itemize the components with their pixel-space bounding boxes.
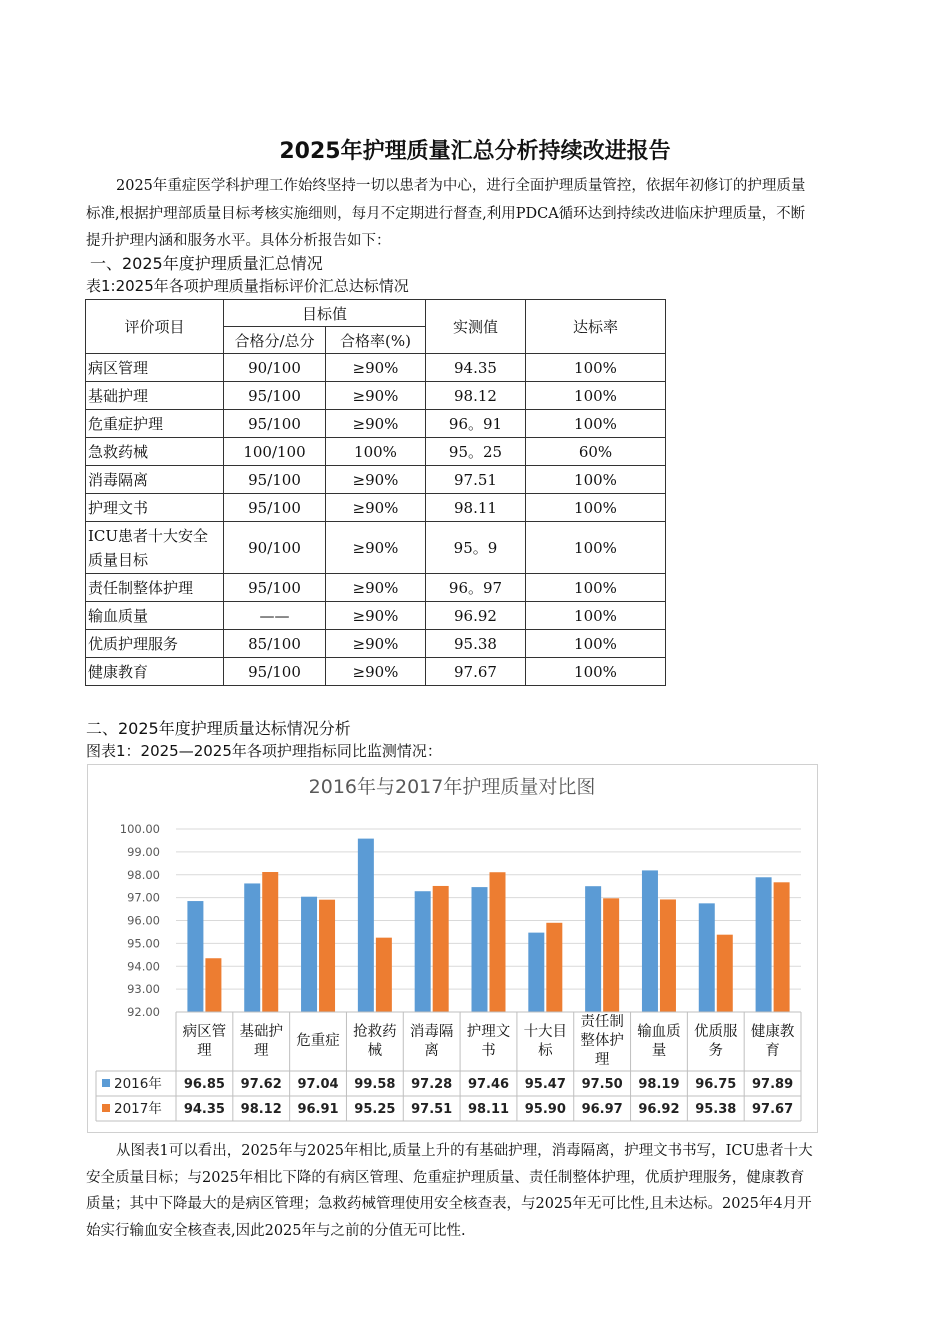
data-value-label: 97.67 — [752, 1102, 794, 1117]
data-value-label: 96.92 — [638, 1102, 680, 1117]
table-row — [86, 354, 666, 382]
y-tick-label: 98.00 — [127, 867, 160, 882]
cell-item: 基础护理 — [86, 382, 224, 410]
cell-score: 95/100 — [224, 466, 326, 494]
bar-2016 — [528, 933, 544, 1012]
cell-item: 优质护理服务 — [86, 630, 224, 658]
data-value-label: 98.11 — [467, 1102, 510, 1117]
category-label-box — [689, 1014, 742, 1069]
category-label: 责任制整体护理 — [580, 1014, 624, 1068]
bar-2017 — [774, 882, 790, 1012]
cell-rate: ≥90% — [326, 354, 426, 382]
quality-comparison-chart — [88, 765, 817, 1132]
cell-score: 95/100 — [224, 658, 326, 686]
bar-2017 — [319, 900, 335, 1012]
y-tick-label: 93.00 — [127, 982, 160, 997]
cell-actual: 96.92 — [426, 602, 526, 630]
table-row — [86, 410, 666, 438]
bar-2016 — [301, 897, 317, 1012]
y-tick-label: 94.00 — [127, 959, 160, 974]
data-value-label: 94.35 — [183, 1102, 225, 1117]
cell-reach: 100% — [526, 466, 666, 494]
cell-actual: 98.12 — [426, 382, 526, 410]
data-value-label: 97.46 — [467, 1077, 510, 1092]
cell-reach: 60% — [526, 438, 666, 466]
bar-2017 — [717, 935, 733, 1012]
table-row — [86, 658, 666, 686]
category-label: 优质服务 — [694, 1023, 738, 1059]
data-value-label: 95.47 — [524, 1077, 566, 1092]
category-label-box — [235, 1014, 288, 1069]
data-value-label: 96.97 — [581, 1102, 623, 1117]
bar-2016 — [472, 887, 488, 1012]
cell-rate: ≥90% — [326, 630, 426, 658]
bar-2017 — [376, 938, 392, 1012]
cell-rate: ≥90% — [326, 602, 426, 630]
bar-2016 — [699, 903, 715, 1012]
cell-rate: ≥90% — [326, 410, 426, 438]
page-title: 2025年护理质量汇总分析持续改进报告 — [279, 139, 671, 164]
bar-2017 — [490, 872, 506, 1012]
bar-2016 — [585, 886, 601, 1012]
y-tick-label: 100.00 — [119, 822, 160, 836]
bar-2017 — [660, 899, 676, 1012]
category-label-box — [178, 1014, 231, 1069]
legend-label: 2017年 — [114, 1101, 162, 1117]
category-label: 十大目标 — [523, 1023, 568, 1059]
table-row — [86, 382, 666, 410]
data-value-label: 97.89 — [752, 1077, 794, 1092]
bar-2017 — [546, 923, 562, 1012]
category-label: 消毒隔离 — [409, 1023, 454, 1059]
cell-rate: ≥90% — [326, 522, 426, 574]
category-label-box — [292, 1014, 345, 1069]
table-row — [86, 494, 666, 522]
category-label-box — [462, 1014, 515, 1069]
cell-actual: 96。97 — [426, 574, 526, 602]
cell-reach: 100% — [526, 658, 666, 686]
category-label: 健康教育 — [750, 1023, 795, 1059]
cell-score: 95/100 — [224, 410, 326, 438]
cell-actual: 94.35 — [426, 354, 526, 382]
cell-actual: 96。91 — [426, 410, 526, 438]
cell-actual: 97.51 — [426, 466, 526, 494]
table-row — [86, 522, 666, 574]
cell-reach: 100% — [526, 494, 666, 522]
cell-actual: 98.11 — [426, 494, 526, 522]
section-heading-1: 一、2025年度护理质量汇总情况 — [90, 254, 323, 273]
category-label-box — [519, 1014, 572, 1069]
cell-reach: 100% — [526, 574, 666, 602]
cell-item: ICU患者十大安全质量目标 — [86, 522, 224, 574]
cell-item: 危重症护理 — [86, 410, 224, 438]
analysis-paragraph — [86, 1138, 816, 1244]
data-value-label: 97.50 — [581, 1077, 623, 1092]
cell-score: 90/100 — [224, 522, 326, 574]
cell-actual: 97.67 — [426, 658, 526, 686]
category-label-box — [746, 1014, 799, 1069]
header-actual: 实测值 — [426, 300, 526, 354]
cell-reach: 100% — [526, 522, 666, 574]
data-value-label: 98.12 — [240, 1102, 282, 1117]
cell-item: 急救药械 — [86, 438, 224, 466]
cell-item: 消毒隔离 — [86, 466, 224, 494]
bar-2016 — [187, 901, 203, 1012]
quality-summary-table — [85, 299, 666, 686]
cell-score: 95/100 — [224, 382, 326, 410]
data-value-label: 96.91 — [297, 1102, 339, 1117]
header-score: 合格分/总分 — [224, 327, 326, 354]
bar-2017 — [433, 886, 449, 1012]
y-tick-label: 97.00 — [127, 890, 160, 905]
cell-score: —— — [224, 602, 326, 630]
cell-rate: ≥90% — [326, 382, 426, 410]
cell-score: 95/100 — [224, 494, 326, 522]
cell-rate: ≥90% — [326, 494, 426, 522]
cell-rate: ≥90% — [326, 466, 426, 494]
section-heading-2: 二、2025年度护理质量达标情况分析 — [86, 719, 351, 738]
cell-reach: 100% — [526, 602, 666, 630]
cell-score: 95/100 — [224, 574, 326, 602]
header-item: 评价项目 — [86, 300, 224, 354]
cell-actual: 95。25 — [426, 438, 526, 466]
data-value-label: 98.19 — [638, 1077, 680, 1092]
bar-2017 — [603, 898, 619, 1012]
header-reach-rate: 达标率 — [526, 300, 666, 354]
cell-reach: 100% — [526, 354, 666, 382]
cell-rate: ≥90% — [326, 658, 426, 686]
intro-text: 2025年重症医学科护理工作始终坚持一切以患者为中心，进行全面护理质量管控，依据年初修订的护理质量标准,根据护理部质量目标考核实施细则，每月不定期进行督查,利用PDCA循环达到持续改进临床护理质量，不断提升护理内涵和服务水平。具体分析报告如下： — [86, 178, 806, 249]
category-label: 基础护理 — [239, 1023, 283, 1059]
cell-reach: 100% — [526, 382, 666, 410]
cell-rate: ≥90% — [326, 574, 426, 602]
chart-title: 2016年与2017年护理质量对比图 — [308, 776, 596, 798]
data-value-label: 95.90 — [524, 1102, 566, 1117]
bar-2016 — [642, 870, 658, 1012]
category-label: 危重症 — [296, 1033, 340, 1049]
table-row — [86, 630, 666, 658]
bar-2016 — [756, 877, 772, 1012]
cell-item: 护理文书 — [86, 494, 224, 522]
category-label: 护理文书 — [466, 1023, 511, 1059]
cell-actual: 95.38 — [426, 630, 526, 658]
cell-score: 90/100 — [224, 354, 326, 382]
cell-reach: 100% — [526, 630, 666, 658]
bar-2017 — [262, 872, 278, 1012]
table-row — [86, 438, 666, 466]
table-row — [86, 574, 666, 602]
cell-score: 85/100 — [224, 630, 326, 658]
cell-item: 输血质量 — [86, 602, 224, 630]
header-pass-rate: 合格率(%) — [326, 327, 426, 354]
header-target: 目标值 — [224, 300, 426, 327]
bar-2016 — [244, 883, 260, 1012]
cell-item: 病区管理 — [86, 354, 224, 382]
data-value-label: 95.38 — [695, 1102, 737, 1117]
bar-2017 — [205, 958, 221, 1012]
intro-paragraph — [86, 173, 816, 256]
data-value-label: 97.04 — [297, 1077, 339, 1092]
legend-label: 2016年 — [114, 1076, 162, 1092]
data-value-label: 95.25 — [354, 1102, 396, 1117]
data-value-label: 97.51 — [411, 1102, 453, 1117]
legend-swatch-2017 — [102, 1104, 110, 1112]
category-label-box — [633, 1014, 686, 1069]
y-tick-label: 96.00 — [127, 913, 160, 928]
data-value-label: 97.28 — [411, 1077, 453, 1092]
cell-score: 100/100 — [224, 438, 326, 466]
y-tick-label: 95.00 — [127, 936, 160, 951]
category-label: 病区管理 — [182, 1023, 227, 1059]
table-row — [86, 466, 666, 494]
category-label-box — [576, 1014, 629, 1069]
analysis-text: 从图表1可以看出，2025年与2025年相比,质量上升的有基础护理，消毒隔离，护理文书书写，ICU患者十大安全质量目标；与2025年相比下降的有病区管理、危重症护理质量、责任制整体护理，优质护理服务，健康教育质量；其中下降最大的是病区管理；急救药械管理使用安全核查表，与2025年无可比性,且未达标。2025年4月开始实行输血安全核查表,因此2025年与之前的分值无可比性. — [86, 1143, 813, 1239]
data-value-label: 97.62 — [240, 1077, 282, 1092]
category-label: 输血质量 — [637, 1023, 681, 1059]
category-label: 抢救药械 — [353, 1023, 397, 1059]
cell-item: 健康教育 — [86, 658, 224, 686]
cell-item: 责任制整体护理 — [86, 574, 224, 602]
bar-2016 — [415, 891, 431, 1012]
data-value-label: 99.58 — [354, 1077, 396, 1092]
category-label-box — [405, 1014, 458, 1069]
category-label-box — [348, 1014, 401, 1069]
cell-actual: 95。9 — [426, 522, 526, 574]
table-caption: 表1:2025年各项护理质量指标评价汇总达标情况 — [86, 277, 409, 295]
chart-caption: 图表1：2025—2025年各项护理指标同比监测情况： — [86, 742, 442, 760]
table-row — [86, 602, 666, 630]
legend-swatch-2016 — [102, 1079, 110, 1087]
y-tick-label: 92.00 — [127, 1005, 160, 1019]
cell-reach: 100% — [526, 410, 666, 438]
y-tick-label: 99.00 — [127, 844, 160, 859]
bar-2016 — [358, 839, 374, 1012]
data-value-label: 96.85 — [183, 1077, 225, 1092]
chart-container — [87, 764, 818, 1133]
cell-rate: 100% — [326, 438, 426, 466]
data-value-label: 96.75 — [695, 1077, 737, 1092]
